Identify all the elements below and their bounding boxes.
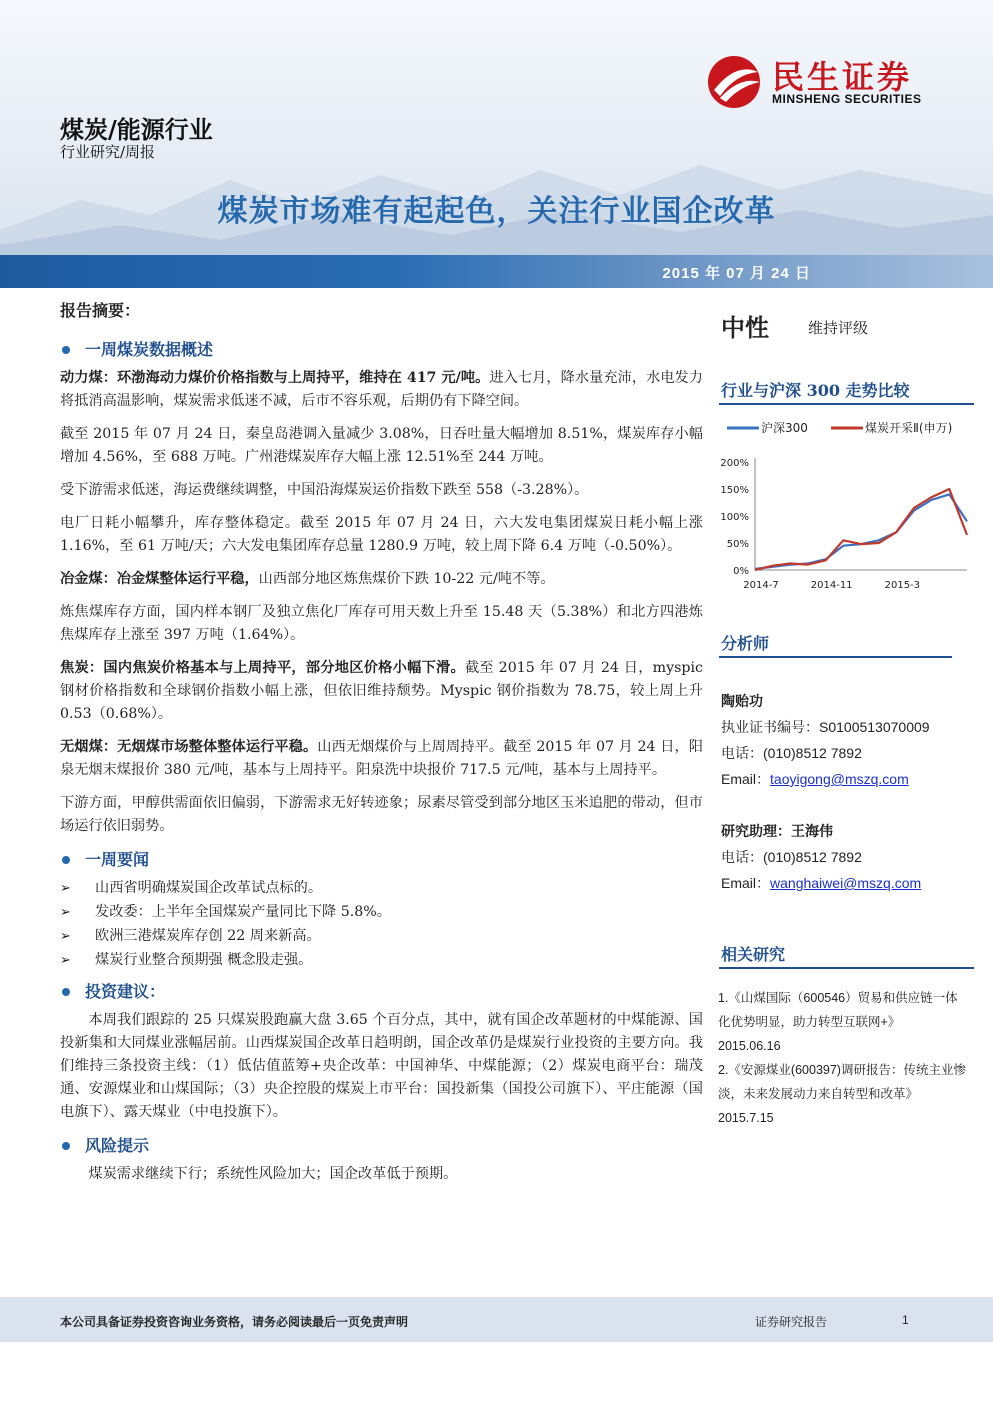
y-tick-label: 200% — [720, 458, 749, 469]
y-tick-label: 150% — [720, 485, 749, 496]
report-title: 煤炭市场难有起起色，关注行业国企改革 — [217, 194, 776, 229]
arrow-bullet-icon: ➢ — [60, 929, 71, 944]
logo-english-name: MINSHENG SECURITIES — [772, 92, 922, 106]
industry-label: 煤炭/能源行业 — [60, 115, 213, 144]
rating-value: 中性 — [721, 313, 769, 342]
paragraph-text: 山西部分地区炼焦煤价下跌 10-22 元/吨不等。 — [258, 571, 555, 587]
y-tick-label: 100% — [720, 512, 749, 523]
paragraph-thermal-coal — [60, 367, 703, 413]
rating-note: 维持评级 — [808, 319, 869, 337]
chart-series — [755, 489, 967, 570]
paragraph-freight: 受下游需求低迷，海运费继续调整，中国沿海煤炭运价指数下跌至 558（-3.28%）。 — [60, 482, 589, 498]
report-summary — [60, 300, 703, 1196]
legend-label: 煤炭开采Ⅱ(申万) — [865, 421, 953, 435]
analyst-info — [721, 688, 961, 896]
email-label: Email： — [721, 771, 771, 787]
arrow-bullet-icon: ➢ — [60, 905, 71, 920]
bullet-icon — [62, 346, 70, 354]
chart-grid — [720, 458, 967, 591]
paragraph-text: 截至 2015 年 07 月 24 日，myspic 钢材价格指数和全球钢价指数小幅上涨，但依旧维持颓势。Myspic 钢价指数为 78.75，较上周上升 0.53（0.68%）。 — [60, 660, 703, 722]
related-item-date: 2015.7.15 — [718, 1111, 774, 1125]
arrow-bullet-icon: ➢ — [60, 881, 71, 896]
paragraph-risk: 煤炭需求继续下行；系统性风险加大；国企改革低于预期。 — [88, 1166, 458, 1182]
section-weekly-data — [60, 338, 703, 361]
news-text: 山西省明确煤炭国企改革试点标的。 — [95, 880, 323, 896]
paragraph-coke — [60, 657, 703, 726]
related-item[interactable]: 1.《山煤国际（600546）贸易和供应链一体化优势明显，助力转型互联网+》 — [718, 991, 958, 1029]
paragraph-downstream: 下游方面，甲醇供需面依旧偏弱，下游需求无好转迹象；尿素尽管受到部分地区玉米追肥的带动，但市场运行依旧弱势。 — [60, 795, 703, 834]
x-tick-label: 2015-3 — [884, 580, 921, 591]
series-line — [755, 489, 967, 570]
paragraph-text: 进入七月，降水量充沛，水电发力将抵消高温影响，煤炭需求低迷不减，后市不容乐观，后期仍有下降空间。 — [60, 370, 703, 409]
divider — [719, 403, 974, 405]
series-line — [755, 494, 967, 569]
footer-label: 证券研究报告 — [755, 1315, 828, 1329]
paragraph-lead: 国内焦炭价格基本与上周持平，部分地区价格小幅下滑。 — [103, 660, 465, 676]
email-label: Email： — [721, 875, 771, 891]
section-risk — [60, 1134, 703, 1157]
analyst-email-link[interactable]: taoyigong@mszq.com — [770, 771, 909, 787]
related-item-date: 2015.06.16 — [718, 1039, 781, 1053]
list-item — [60, 901, 703, 924]
bullet-icon — [62, 988, 70, 996]
performance-chart — [715, 412, 977, 602]
related-item[interactable]: 2.《安源煤业(600397)调研报告：传统主业惨淡，未来发展动力来自转型和改革》 — [718, 1063, 966, 1101]
bullet-icon — [62, 1142, 70, 1150]
paragraph-power-plants: 电厂日耗小幅攀升，库存整体稳定。截至 2015 年 07 月 24 日，六大发电集团煤炭日耗小幅上涨 1.16%，至 61 万吨/天；六大发电集团库存总量 1280.9 万吨，较上周下降 6.4 万吨（-0.50%）。 — [60, 515, 703, 554]
divider — [719, 656, 952, 658]
chart-legend — [727, 420, 952, 435]
date-band — [0, 255, 993, 288]
report-type: 行业研究/周报 — [60, 143, 156, 161]
chart-title: 行业与沪深 300 走势比较 — [721, 381, 910, 400]
y-tick-label: 50% — [726, 539, 749, 550]
logo-name: 民生证券 — [772, 59, 913, 95]
section-title: 一周要闻 — [85, 850, 150, 869]
x-tick-label: 2014-7 — [743, 580, 779, 591]
news-text: 发改委：上半年全国煤炭产量同比下降 5.8%。 — [95, 904, 391, 920]
paragraph-anthracite — [60, 736, 703, 782]
section-weekly-news — [60, 848, 703, 871]
list-item — [60, 949, 703, 972]
paragraph-advice: 本周我们跟踪的 25 只煤炭股跑赢大盘 3.65 个百分点，其中，就有国企改革题材的中煤能源、国投新集和大同煤业涨幅居前。山西煤炭国企改革日趋明朗，国企改革仍是煤炭行业投资的主要方向。我们维持三条投资主线：（1）低估值蓝筹+央企改革：中国神华、中煤能源；（2）煤炭电商平台：瑞茂通、安源煤业和山煤国际；（3）央企控股的煤炭上市平台：国投新集（国投公司旗下）、平庄能源（国电旗下）、露天煤业（中电投旗下）。 — [60, 1012, 703, 1120]
paragraph-lead: 动力煤：环渤海动力煤价价格指数与上周持平，维持在 417 元/吨。 — [60, 370, 490, 386]
divider — [719, 967, 974, 969]
related-research-heading: 相关研究 — [721, 945, 786, 964]
spacer — [721, 792, 961, 818]
paragraph-met-coal — [60, 568, 703, 591]
analyst-heading: 分析师 — [721, 634, 770, 653]
analyst-email-row — [721, 766, 961, 792]
paragraph-prefix: 焦炭： — [60, 660, 104, 676]
news-text: 欧洲三港煤炭库存创 22 周来新高。 — [95, 928, 321, 944]
paragraph-lead: 无烟煤：无烟煤市场整体整体运行平稳。 — [60, 739, 318, 755]
analyst-phone: 电话：(010)8512 7892 — [721, 745, 862, 761]
assistant-phone: 电话：(010)8512 7892 — [721, 849, 862, 865]
assistant-name: 研究助理：王海伟 — [721, 823, 833, 839]
assistant-email-link[interactable]: wanghaiwei@mszq.com — [770, 875, 922, 891]
section-title: 投资建议： — [85, 982, 166, 1001]
analyst-name: 陶贻功 — [721, 693, 763, 709]
report-date: 2015 年 07 月 24 日 — [662, 265, 811, 282]
bullet-icon — [62, 856, 70, 864]
list-item — [60, 925, 703, 948]
related-research-list — [718, 986, 968, 1130]
footer-disclaimer: 本公司具备证券投资咨询业务资格，请务必阅读最后一页免责声明 — [60, 1315, 409, 1329]
legend-label: 沪深300 — [761, 421, 808, 435]
paragraph-port-inventory: 截至 2015 年 07 月 24 日，秦皇岛港调入量减少 3.08%，日吞吐量大幅增加 8.51%，煤炭库存小幅增加 4.56%，至 688 万吨。广州港煤炭库存大幅上涨 12.51%至 244 万吨。 — [60, 426, 703, 465]
section-title: 风险提示 — [85, 1136, 150, 1155]
news-text: 煤炭行业整合预期强 概念股走强。 — [95, 952, 313, 968]
x-tick-label: 2014-11 — [810, 580, 853, 591]
analyst-certificate: 执业证书编号：S0100513070009 — [721, 719, 930, 735]
section-investment-advice — [60, 980, 703, 1003]
y-tick-label: 0% — [733, 566, 749, 577]
paragraph-lead: 冶金煤：冶金煤整体运行平稳， — [60, 571, 259, 587]
list-item — [60, 877, 703, 900]
news-list — [60, 877, 703, 972]
page-number: 1 — [902, 1313, 909, 1327]
assistant-email-row — [721, 870, 961, 896]
paragraph-coking-inventory: 炼焦煤库存方面，国内样本钢厂及独立焦化厂库存可用天数上升至 15.48 天（5.38%）和北方四港炼焦煤库存上涨至 397 万吨（1.64%）。 — [60, 604, 703, 643]
section-title: 一周煤炭数据概述 — [85, 340, 214, 359]
summary-heading: 报告摘要： — [60, 303, 141, 320]
arrow-bullet-icon: ➢ — [60, 953, 71, 968]
paragraph-text: 山西无烟煤价与上周周持平。截至 2015 年 07 月 24 日，阳泉无烟末煤报价 380 元/吨，基本与上周持平。阳泉洗中块报价 717.5 元/吨，基本与上周持平。 — [60, 739, 703, 778]
